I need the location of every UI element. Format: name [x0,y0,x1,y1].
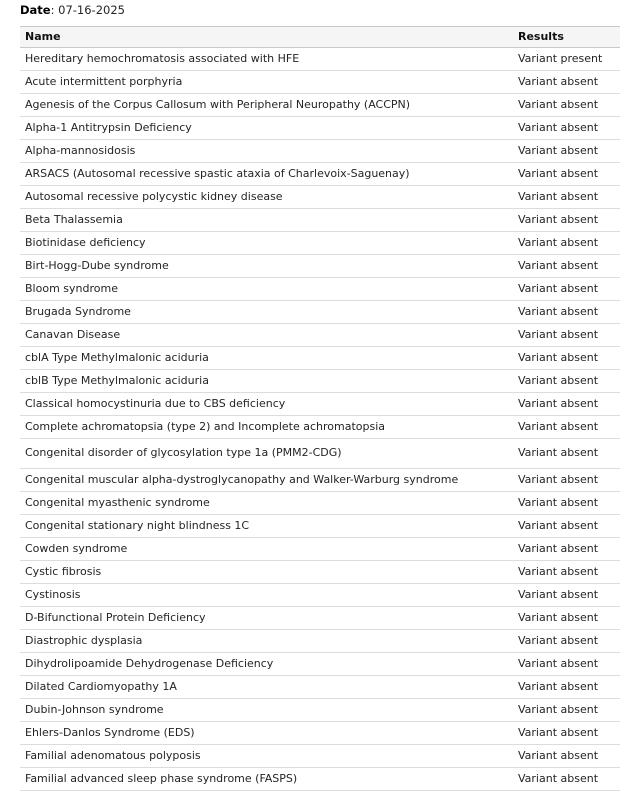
condition-name: Alpha-mannosidosis [20,140,518,163]
table-body [20,48,620,791]
result-value: Variant absent [518,439,620,469]
result-value: Variant absent [518,676,620,699]
result-value: Variant absent [518,117,620,140]
result-value: Variant absent [518,163,620,186]
condition-name: Hereditary hemochromatosis associated with HFE [20,48,518,71]
result-value: Variant absent [518,722,620,745]
condition-name: Autosomal recessive polycystic kidney disease [20,186,518,209]
condition-name: Brugada Syndrome [20,301,518,324]
condition-name: Congenital stationary night blindness 1C [20,515,518,538]
result-value: Variant absent [518,209,620,232]
result-value: Variant absent [518,492,620,515]
result-value: Variant absent [518,768,620,791]
condition-name: Ehlers-Danlos Syndrome (EDS) [20,722,518,745]
condition-name: Beta Thalassemia [20,209,518,232]
column-header-name: Name [20,27,518,48]
table-row [20,71,620,94]
report-date-line [20,3,630,17]
condition-name: Complete achromatopsia (type 2) and Incomplete achromatopsia [20,416,518,439]
table-row [20,745,620,768]
table-row [20,278,620,301]
condition-name: Bloom syndrome [20,278,518,301]
table-row [20,416,620,439]
table-row [20,630,620,653]
result-value: Variant absent [518,607,620,630]
table-header [20,27,620,48]
result-value: Variant absent [518,416,620,439]
table-row [20,469,620,492]
result-value: Variant absent [518,584,620,607]
result-value: Variant absent [518,186,620,209]
condition-name: Familial adenomatous polyposis [20,745,518,768]
table-row [20,370,620,393]
condition-name: Cystinosis [20,584,518,607]
result-value: Variant absent [518,630,620,653]
condition-name: Alpha-1 Antitrypsin Deficiency [20,117,518,140]
table-row [20,347,620,370]
result-value: Variant absent [518,538,620,561]
condition-name: Agenesis of the Corpus Callosum with Peripheral Neuropathy (ACCPN) [20,94,518,117]
condition-name: Biotinidase deficiency [20,232,518,255]
condition-name: Dihydrolipoamide Dehydrogenase Deficiency [20,653,518,676]
table-row [20,48,620,71]
result-value: Variant absent [518,561,620,584]
condition-name: D-Bifunctional Protein Deficiency [20,607,518,630]
table-row [20,140,620,163]
table-row [20,515,620,538]
condition-name: Familial advanced sleep phase syndrome (FASPS) [20,768,518,791]
table-row [20,255,620,278]
condition-name: Congenital muscular alpha-dystroglycanopathy and Walker-Warburg syndrome [20,469,518,492]
condition-name: Cystic fibrosis [20,561,518,584]
table-row [20,653,620,676]
table-row [20,561,620,584]
condition-name: Congenital disorder of glycosylation type 1a (PMM2-CDG) [20,439,518,469]
table-row [20,163,620,186]
table-row [20,232,620,255]
result-value: Variant absent [518,324,620,347]
condition-name: cblB Type Methylmalonic aciduria [20,370,518,393]
result-value: Variant absent [518,301,620,324]
result-value: Variant absent [518,469,620,492]
result-value: Variant present [518,48,620,71]
result-value: Variant absent [518,370,620,393]
condition-name: Cowden syndrome [20,538,518,561]
condition-name: Dilated Cardiomyopathy 1A [20,676,518,699]
result-value: Variant absent [518,255,620,278]
result-value: Variant absent [518,745,620,768]
table-row [20,492,620,515]
table-row [20,607,620,630]
results-table [20,26,620,791]
result-value: Variant absent [518,94,620,117]
table-row [20,768,620,791]
condition-name: Acute intermittent porphyria [20,71,518,94]
result-value: Variant absent [518,232,620,255]
result-value: Variant absent [518,653,620,676]
table-row [20,301,620,324]
date-value: 07-16-2025 [58,3,125,17]
date-separator: : [50,3,59,17]
table-row [20,538,620,561]
condition-name: Dubin-Johnson syndrome [20,699,518,722]
table-row [20,117,620,140]
table-header-row [20,27,620,48]
condition-name: cblA Type Methylmalonic aciduria [20,347,518,370]
table-row [20,393,620,416]
condition-name: Canavan Disease [20,324,518,347]
table-row [20,584,620,607]
table-row [20,722,620,745]
table-row [20,699,620,722]
condition-name: Congenital myasthenic syndrome [20,492,518,515]
table-row [20,186,620,209]
condition-name: ARSACS (Autosomal recessive spastic ataxia of Charlevoix-Saguenay) [20,163,518,186]
result-value: Variant absent [518,278,620,301]
table-row [20,324,620,347]
result-value: Variant absent [518,515,620,538]
table-row [20,94,620,117]
condition-name: Birt-Hogg-Dube syndrome [20,255,518,278]
condition-name: Diastrophic dysplasia [20,630,518,653]
table-row [20,209,620,232]
table-row [20,439,620,469]
result-value: Variant absent [518,393,620,416]
table-row [20,676,620,699]
date-label: Date [20,3,51,17]
column-header-results: Results [518,27,620,48]
result-value: Variant absent [518,699,620,722]
result-value: Variant absent [518,347,620,370]
condition-name: Classical homocystinuria due to CBS deficiency [20,393,518,416]
result-value: Variant absent [518,140,620,163]
result-value: Variant absent [518,71,620,94]
